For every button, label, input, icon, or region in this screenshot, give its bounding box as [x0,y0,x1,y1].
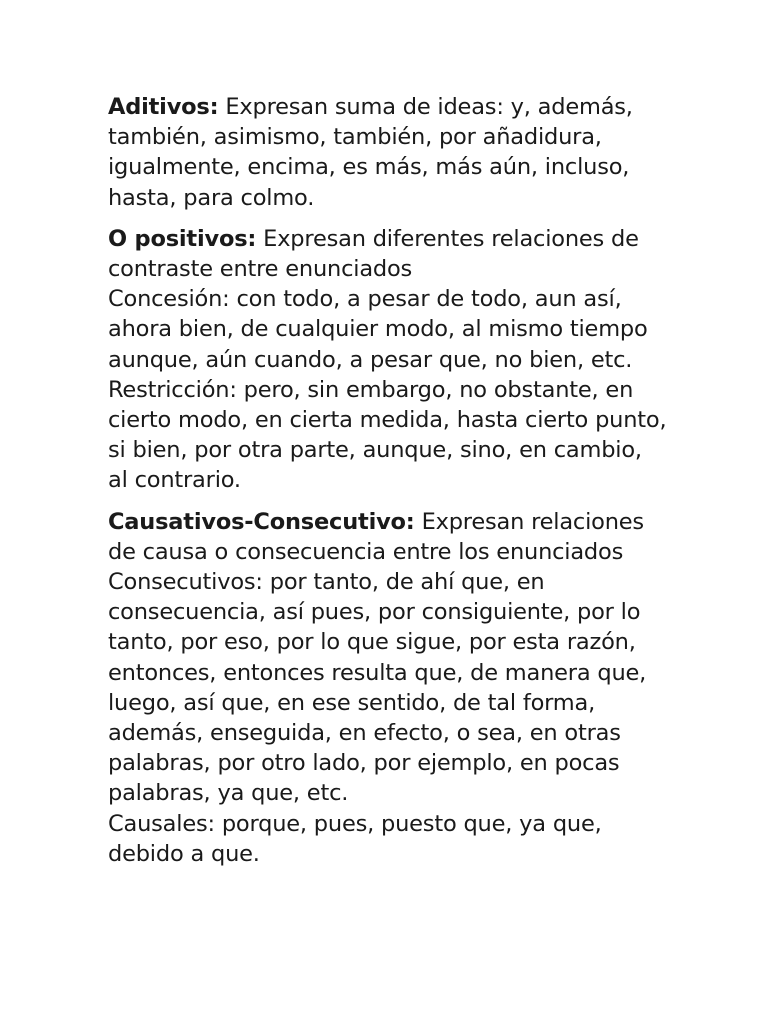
paragraph-consecutivos: Consecutivos: por tanto, de ahí que, en consecuencia, así pues, por consiguiente, por lo tanto, por eso, por lo que sigue, por esta razón, entonces, entonces resulta que, de manera que, luego, así que, en ese sentido, de tal forma, además, enseguida, en efecto, o sea, en otras palabras, por otro lado, por ejemplo, en pocas palabras, ya que, etc. [108,569,647,807]
term-causativos-consecutivo: Causativos-Consecutivo: [108,508,415,535]
definition-text: Expresan suma de ideas: y, además, también, asimismo, también, por añadidura, igualmente, encima, es más, más aún, incluso, hasta, para colmo. [108,94,633,211]
section-aditivos [108,92,668,213]
definition-text: Expresan relaciones de causa o consecuencia entre los enunciados [108,508,644,565]
paragraph [108,507,668,567]
section-causativos-consecutivo [108,507,668,869]
section-o-positivos [108,224,668,496]
paragraph-restriccion: Restricción: pero, sin embargo, no obstante, en cierto modo, en cierta medida, hasta cierto punto, si bien, por otra parte, aunque, sino, en cambio, al contrario. [108,376,667,494]
paragraph-concesion: Concesión: con todo, a pesar de todo, aun así, ahora bien, de cualquier modo, al mismo tiempo aunque, aún cuando, a pesar que, no bien, etc. [108,286,648,373]
paragraph-causales: Causales: porque, pues, puesto que, ya que, debido a que. [108,810,602,867]
paragraph [108,92,668,213]
paragraph [108,224,668,284]
term-o-positivos: O positivos: [108,225,257,252]
document-page [108,92,668,880]
definition-text: Expresan diferentes relaciones de contraste entre enunciados [108,225,639,283]
term-aditivos: Aditivos: [108,94,219,120]
